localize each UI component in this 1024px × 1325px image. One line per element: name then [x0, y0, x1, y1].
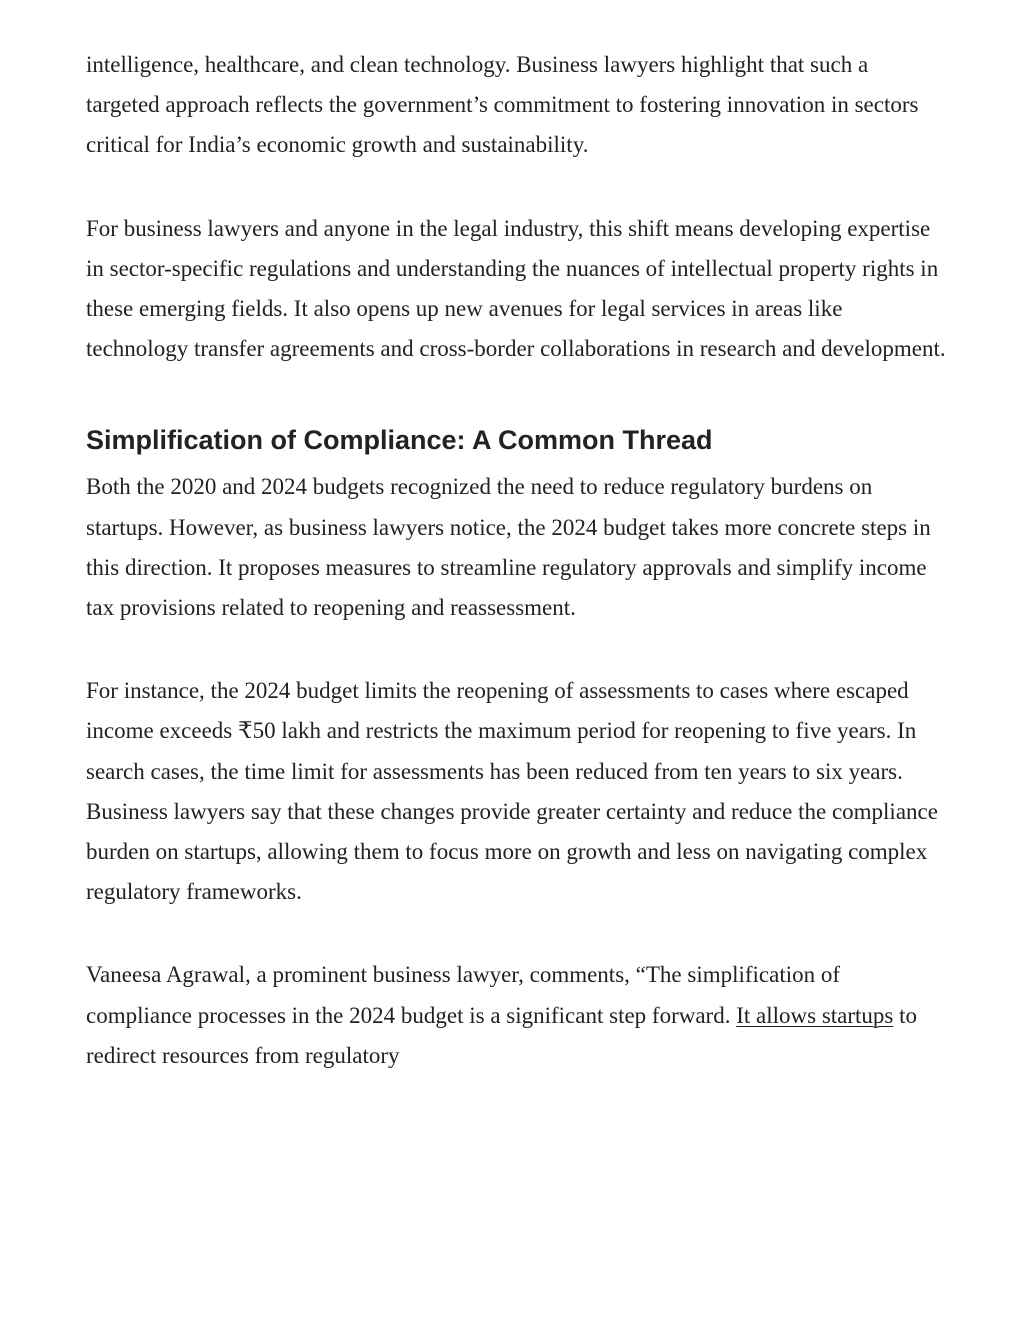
paragraph-reopening-assessments: For instance, the 2024 budget limits the reopening of assessments to cases where escaped income exceeds ₹50 lakh and restricts the maximum period for reopening to five years. In search cases, the time limit for assessments has been reduced from ten years to six years. Business lawyers say that these changes provide greater certainty and reduce the compliance burden on startups, allowing them to focus more on growth and less on navigating complex regulatory frameworks. — [86, 678, 938, 905]
paragraph-legal-industry: For business lawyers and anyone in the legal industry, this shift means developing expertise in sector-specific regulations and understanding the nuances of intellectual property rights in these emerging fields. It also opens up new avenues for legal services in areas like technology transfer agreements and cross-border collaborations in research and development. — [86, 215, 946, 362]
article-body — [86, 45, 946, 1076]
quote-text-end: to redirect resources from regulatory — [86, 1002, 918, 1068]
paragraph-sector-focus: intelligence, healthcare, and clean technology. Business lawyers highlight that such a targeted approach reflects the government’s commitment to fostering innovation in sectors critical for India’s economic growth and sustainability. — [86, 52, 919, 158]
quote-text-start: Vaneesa Agrawal, a prominent business lawyer, comments, “The simplification of compliance processes in the 2024 budget is a significant step forward. — [86, 962, 841, 1028]
paragraph-quote — [86, 955, 946, 1076]
paragraph-budgets-compliance: Both the 2020 and 2024 budgets recognized the need to reduce regulatory burdens on startups. However, as business lawyers notice, the 2024 budget takes more concrete steps in this direction. It proposes measures to streamline regulatory approvals and simplify income tax provisions related to reopening and reassessment. — [86, 474, 931, 621]
section-heading: Simplification of Compliance: A Common Thread — [86, 425, 713, 456]
startups-link[interactable]: It allows startups — [736, 1002, 894, 1028]
